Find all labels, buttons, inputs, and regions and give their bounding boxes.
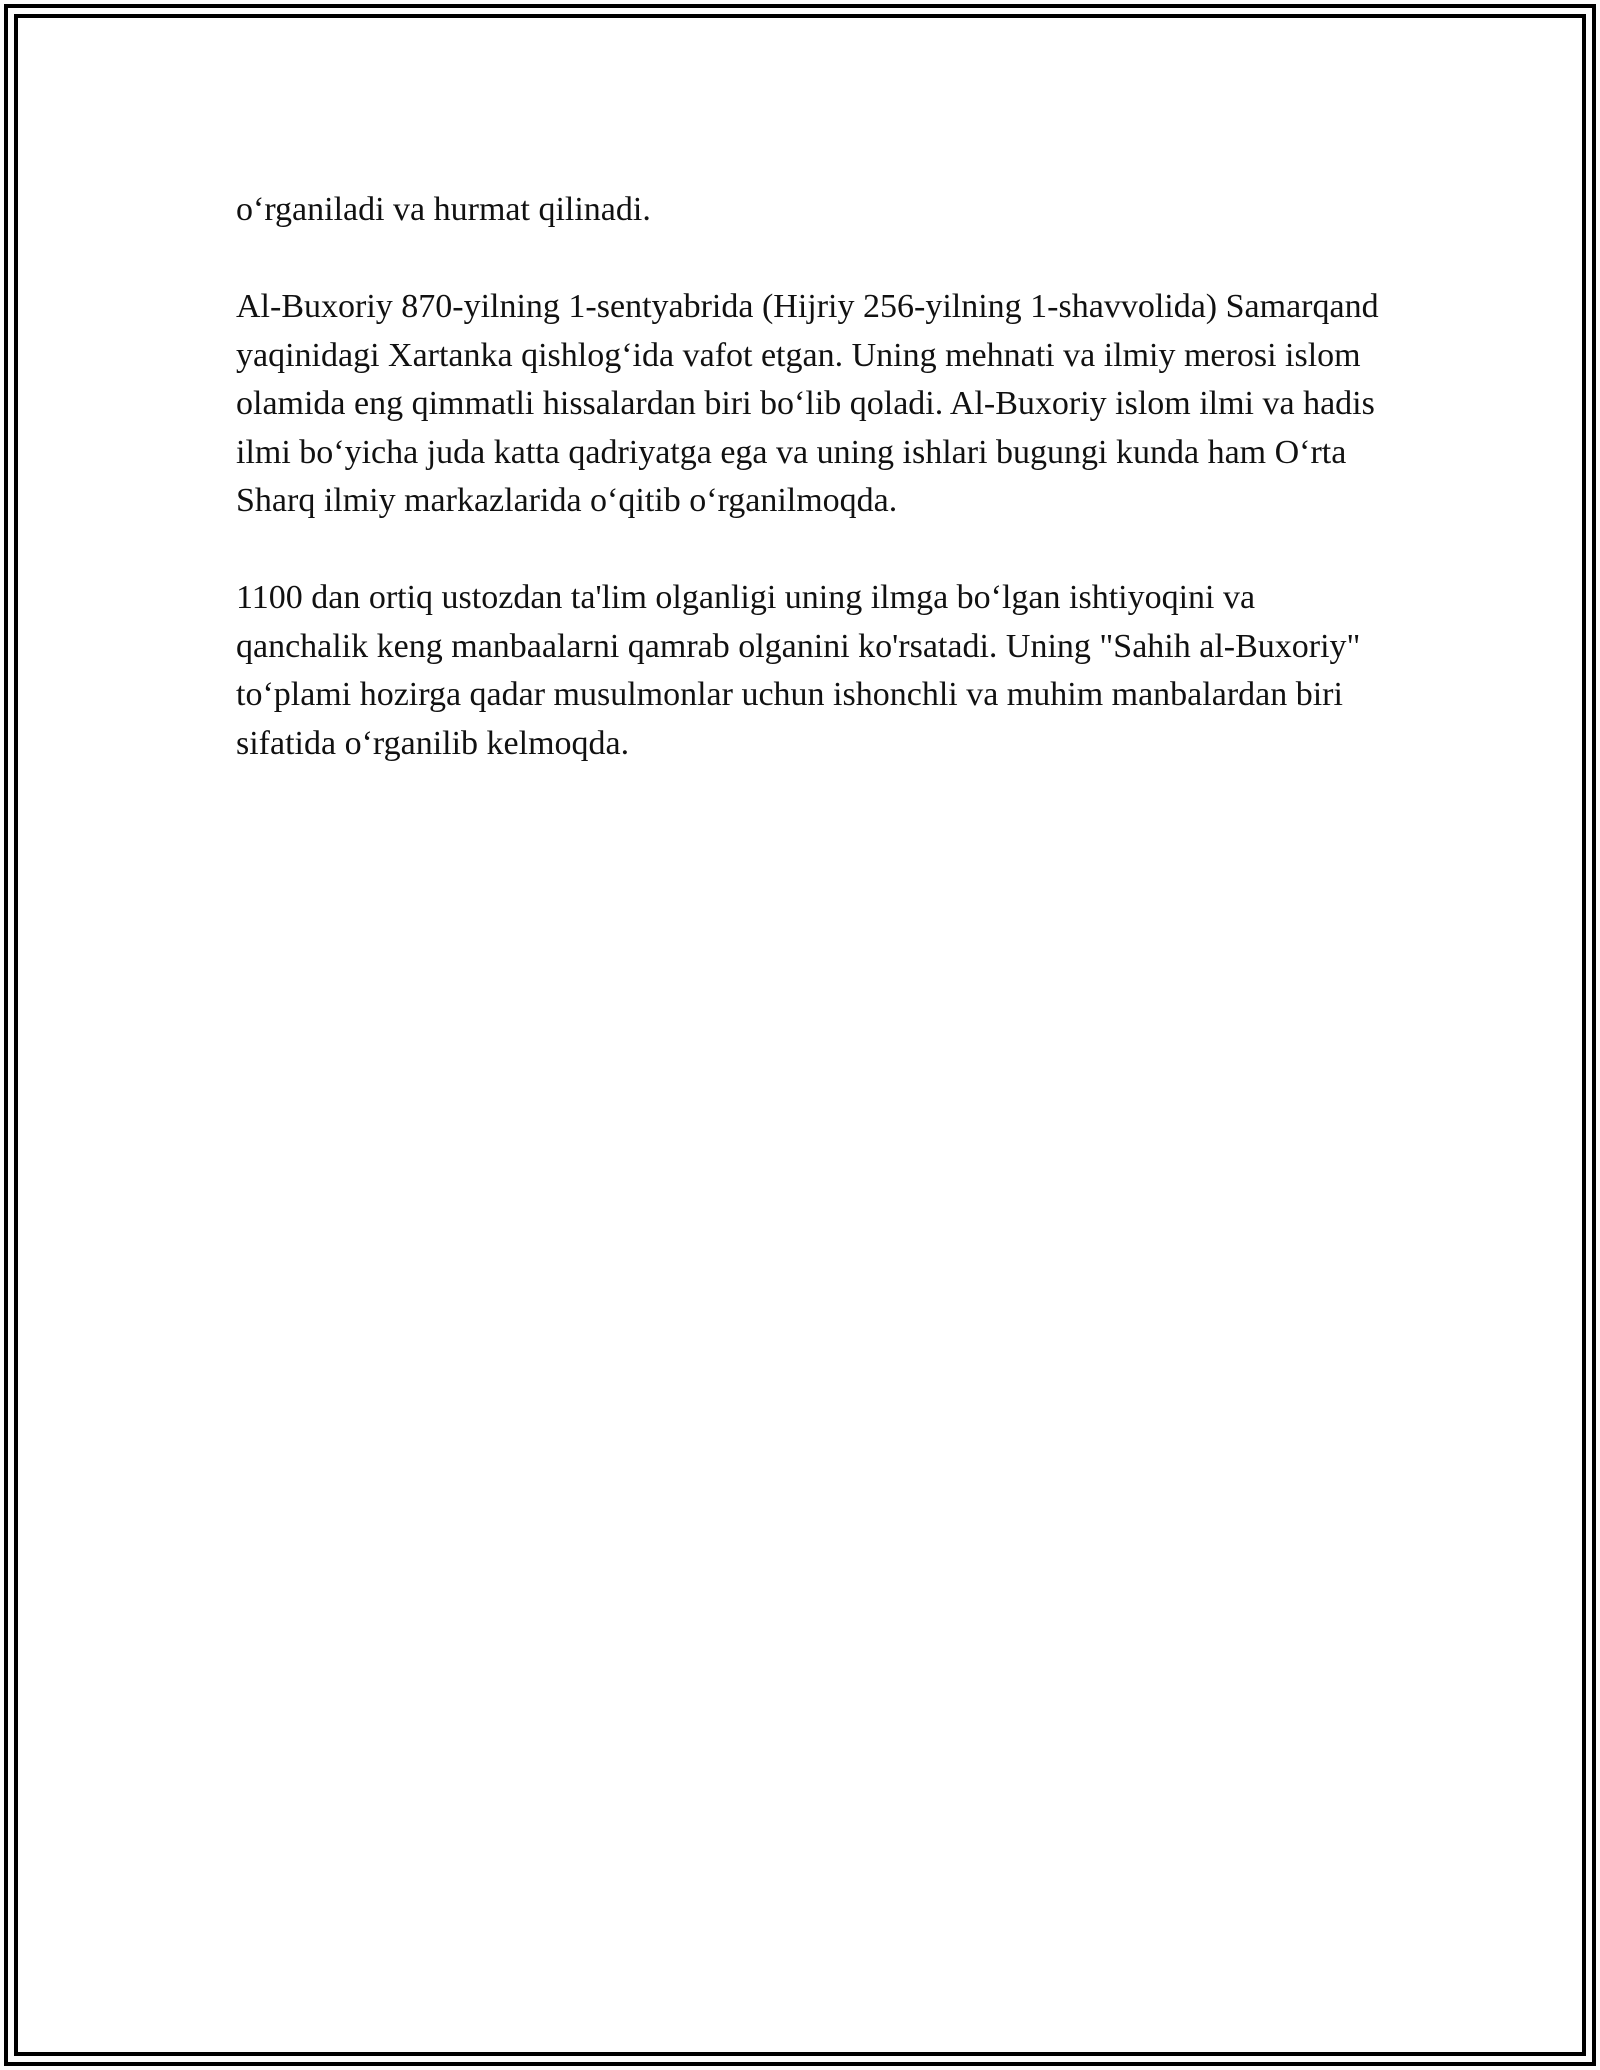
paragraph-2: Al-Buxoriy 870-yilning 1-sentyabrida (Hijriy 256-yilning 1-shavvolida) Samarqand yaqinidagi Xartanka qishlog‘ida vafot etgan. Uning mehnati va ilmiy merosi islom olamida eng qimmatli hissalardan biri bo‘lib qoladi. Al-Buxoriy islom ilmi va hadis ilmi bo‘yicha juda katta qadriyatga ega va uning ishlari bugungi kunda ham O‘rta Sharq ilmiy markazlarida o‘qitib o‘rganilmoqda.	[236, 288, 1379, 519]
paragraph-1: o‘rganiladi va hurmat qilinadi.	[236, 191, 651, 228]
paragraph-3: 1100 dan ortiq ustozdan ta'lim olganligi uning ilmga bo‘lgan ishtiyoqini va qanchalik keng manbaalarni qamrab olganini ko'rsatadi. Uning "Sahih al-Buxoriy" to‘plami hozirga qadar musulmonlar uchun ishonchli va muhim manbalardan biri sifatida o‘rganilib kelmoqda.	[236, 579, 1361, 762]
document-body	[236, 186, 1386, 817]
